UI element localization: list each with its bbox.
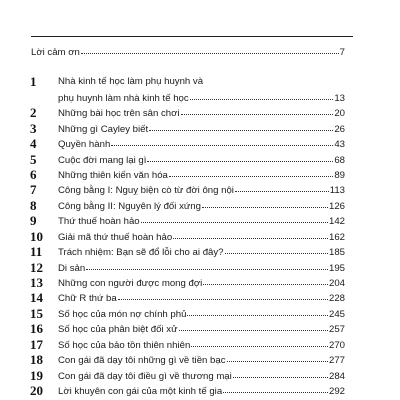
toc-line [58,370,345,383]
toc-title: Số học của phân biệt đối xử [58,324,178,336]
chapter-number: 3 [30,120,37,136]
toc-line [58,92,345,105]
dot-leader [187,307,328,316]
toc-page-number: 26 [334,123,345,135]
toc-page-number: 257 [328,324,345,336]
toc-line [58,107,345,120]
toc-line [58,200,345,213]
toc-line [58,308,345,321]
chapter-number: 14 [30,290,43,306]
toc-title: Trách nhiệm: Bạn sẽ đổ lỗi cho ai đây? [58,247,224,259]
toc-title: Công bằng II: Nguyên lý đối xứng [58,200,201,212]
toc-line [58,138,345,151]
toc-title: Số học của món nợ chính phủ [58,308,187,320]
toc-page-number: 228 [328,293,345,305]
toc-page-number: 113 [329,185,345,197]
dot-leader [149,122,333,131]
toc-title: Chữ R thứ ba [58,293,117,305]
chapter-number: 12 [30,259,43,275]
chapter-number: 16 [30,321,43,337]
dot-leader [227,353,328,362]
toc-page-number: 142 [328,216,345,228]
toc-line [58,169,345,182]
toc-title: Con gái đã dạy tôi điều gì về thương mại [58,370,232,382]
chapter-number: 4 [30,136,37,152]
toc-line [58,323,345,336]
toc-title: phụ huynh làm nhà kinh tế học [58,92,189,104]
toc-title: Lời khuyên con gái của một kinh tế gia [58,386,223,397]
toc-line [58,215,345,228]
toc-line [58,385,345,398]
chapter-number: 13 [30,274,43,290]
chapter-number: 6 [30,166,37,182]
toc-title: Thứ thuế hoàn hảo [58,216,140,228]
toc-title: Con gái đã dạy tôi những gì về tiền bạc [58,355,226,367]
toc-title: Công bằng I: Nguỵ biện cò từ đời ông nội [58,185,234,197]
dot-leader [225,245,328,254]
toc-page-number: 13 [334,92,345,104]
dot-leader [147,153,333,162]
toc-page-number: 195 [328,262,345,274]
dot-leader [86,261,328,270]
chapter-number: 10 [30,228,43,244]
toc-page-number: 185 [328,247,345,259]
toc-title: Những con người được mong đợi [58,277,203,289]
toc-line [58,277,345,290]
toc-page-number: 270 [328,339,345,351]
dot-leader [223,384,328,393]
chapter-number: 11 [30,244,43,260]
toc-page-number: 89 [334,169,345,181]
chapter-number: 20 [30,383,43,398]
dot-leader [81,45,339,54]
toc-page-number: 20 [334,108,345,120]
chapter-number: 8 [30,197,37,213]
dot-leader [202,199,328,208]
dot-leader [141,214,328,223]
toc-line [58,354,345,367]
toc-title: Cuộc đời mang lại gì [58,154,147,166]
toc-title: Những bài học trên sân chơi [58,108,180,120]
toc-title: Lời cảm ơn [31,47,80,58]
chapter-number: 18 [30,352,43,368]
toc-line [58,292,345,305]
chapter-number: 1 [30,73,37,89]
toc-page-number: 43 [334,139,345,151]
dot-leader [173,230,328,239]
toc-title: Số học của bảo tồn thiên nhiên [58,339,191,351]
toc-page-number: 204 [328,277,345,289]
toc-line [58,339,345,352]
chapter-number: 5 [30,151,37,167]
toc-page-number: 292 [328,386,345,397]
dot-leader [111,137,333,146]
toc-title: Những gì Cayley biết [58,123,149,135]
chapter-number: 19 [30,367,43,383]
toc-title: Di sản [58,262,86,274]
toc-line [58,76,345,88]
toc-line [58,231,345,244]
dot-leader [235,183,329,192]
toc-title: Giải mã thứ thuế hoàn hảo [58,231,173,243]
toc-line [31,46,345,59]
dot-leader [191,338,328,347]
toc-line [58,262,345,275]
dot-leader [169,168,333,177]
toc-page-number: 68 [334,154,345,166]
chapter-number: 15 [30,305,43,321]
dot-leader [190,91,334,100]
chapter-number: 17 [30,336,43,352]
dot-leader [118,291,328,300]
toc-title: Những thiên kiến văn hóa [58,169,168,181]
toc-page-number: 126 [328,200,345,212]
toc-page-number: 162 [328,231,345,243]
chapter-number: 7 [30,182,37,198]
toc-line [58,123,345,136]
toc-page-number: 7 [339,47,345,58]
dot-leader [181,106,334,115]
toc-line [58,184,345,197]
toc-title: Quyền hành [58,139,111,151]
toc-title: Nhà kinh tế học làm phụ huynh và [58,75,204,87]
dot-leader [233,369,328,378]
chapter-number: 9 [30,213,37,229]
toc-line [58,154,345,167]
dot-leader [179,322,328,331]
toc-page-number: 284 [328,370,345,382]
toc-line [58,246,345,259]
toc-page-number: 277 [328,355,345,367]
chapter-number: 2 [30,105,37,121]
toc-page-number: 245 [328,308,345,320]
dot-leader [203,276,328,285]
